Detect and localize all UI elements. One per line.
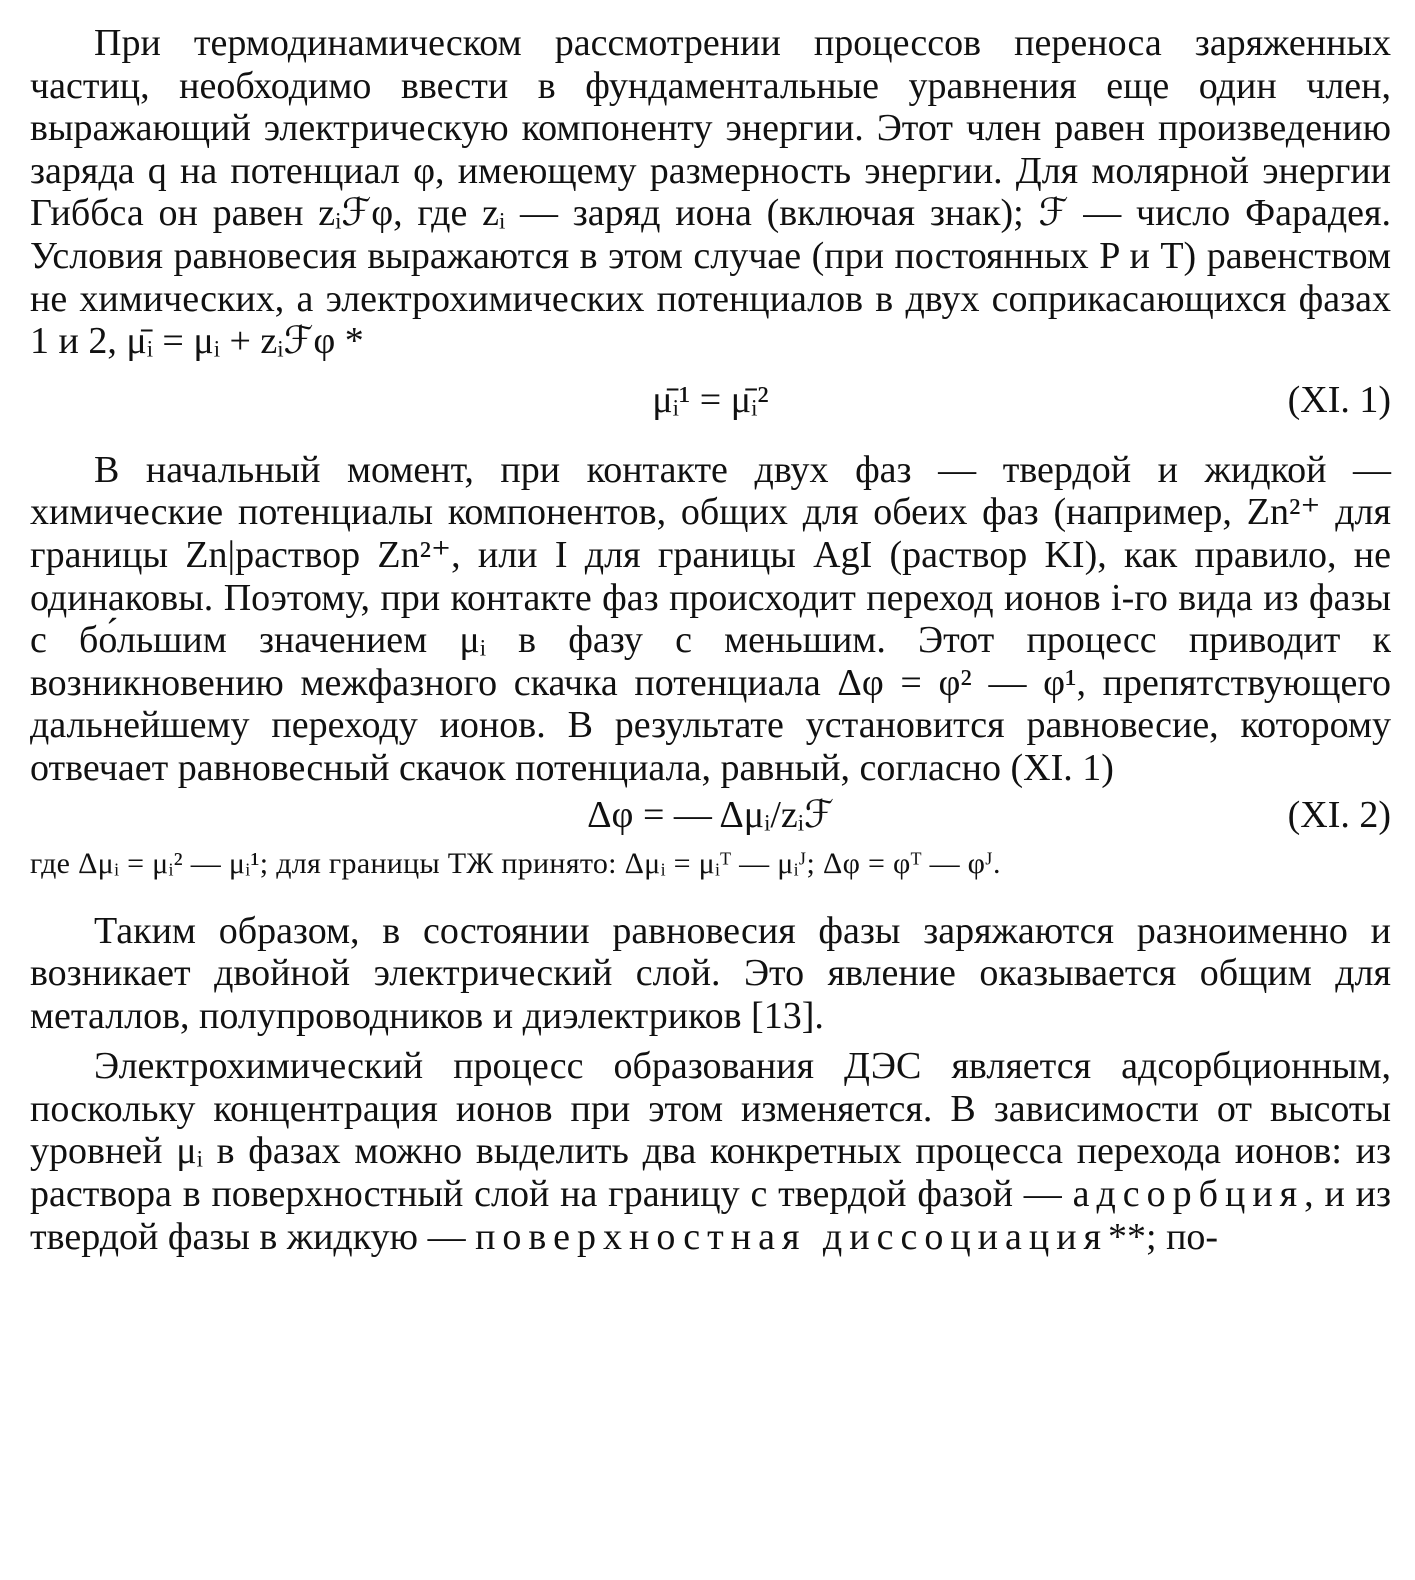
paragraph-2: В начальный момент, при контакте двух фаз — твердой и жидкой — химические потенциалы компонентов, общих для обеих фаз (например, Zn²⁺ для границы Zn|раствор Zn²⁺, или I для границы AgI (раствор KI), как правило, не одинаковы. Поэтому, при контакте фаз происходит переход ионов i-го вида из фазы с бо́льшим значением μᵢ в фазу с меньшим. Этот процесс приводит к возникновению межфазного скачка потенциала Δφ = φ² — φ¹, препятствующего дальнейшему переходу ионов. В результате установится равновесие, которому отвечает равновесный скачок потенциала, равный, согласно (XI. 1)	[30, 448, 1391, 789]
equation-number: (XI. 2)	[1287, 793, 1391, 836]
equation-number: (XI. 1)	[1287, 378, 1391, 421]
equation-xi-2	[30, 790, 1391, 840]
equation-formula: Δφ = — Δμᵢ/zᵢℱ	[587, 793, 834, 836]
equation-note: где Δμᵢ = μᵢ² — μᵢ¹; для границы ТЖ принято: Δμᵢ = μᵢᵀ — μᵢᴶ; Δφ = φᵀ — φᴶ.	[30, 846, 1001, 880]
paragraph-4-tail: **; по-	[1108, 1215, 1219, 1258]
equation-formula: μ̄ᵢ¹ = μ̄ᵢ²	[652, 378, 769, 421]
paragraph-4-text-cont: , и из твердой фазы в жидкую —	[30, 1173, 1391, 1258]
paragraph-1: При термодинамическом рассмотрении процессов переноса заряженных частиц, необходимо ввести в фундаментальные уравнения еще один член, выражающий электрическую компоненту энергии. Этот член равен произведению заряда q на потенциал φ, имеющему размерность энергии. Для молярной энергии Гиббса он равен zᵢℱφ, где zᵢ — заряд иона (включая знак); ℱ — число Фарадея. Условия равновесия выражаются в этом случае (при постоянных P и T) равенством не химических, а электрохимических потенциалов в двух соприкасающихся фазах 1 и 2, μ̄ᵢ = μᵢ + zᵢℱφ *	[30, 22, 1391, 363]
equation-xi-1	[30, 369, 1391, 431]
term-surface-dissociation: поверхностная диссоциация	[475, 1215, 1109, 1258]
paragraph-4-text: Электрохимический процесс образования ДЭС является адсорбционным, поскольку концентрация ионов при этом изменяется. В зависимости от высоты уровней μᵢ в фазах можно выделить два конкретных процесса перехода ионов: из раствора в поверхностный слой на границу с твердой фазой —	[30, 1045, 1391, 1216]
paragraph-3: Таким образом, в состоянии равновесия фазы заряжаются разноименно и возникает двойной электрический слой. Это явление оказывается общим для металлов, полупроводников и диэлектриков [13].	[30, 909, 1391, 1037]
term-adsorption: адсорбция	[1072, 1173, 1305, 1216]
paragraph-4	[30, 1045, 1391, 1258]
